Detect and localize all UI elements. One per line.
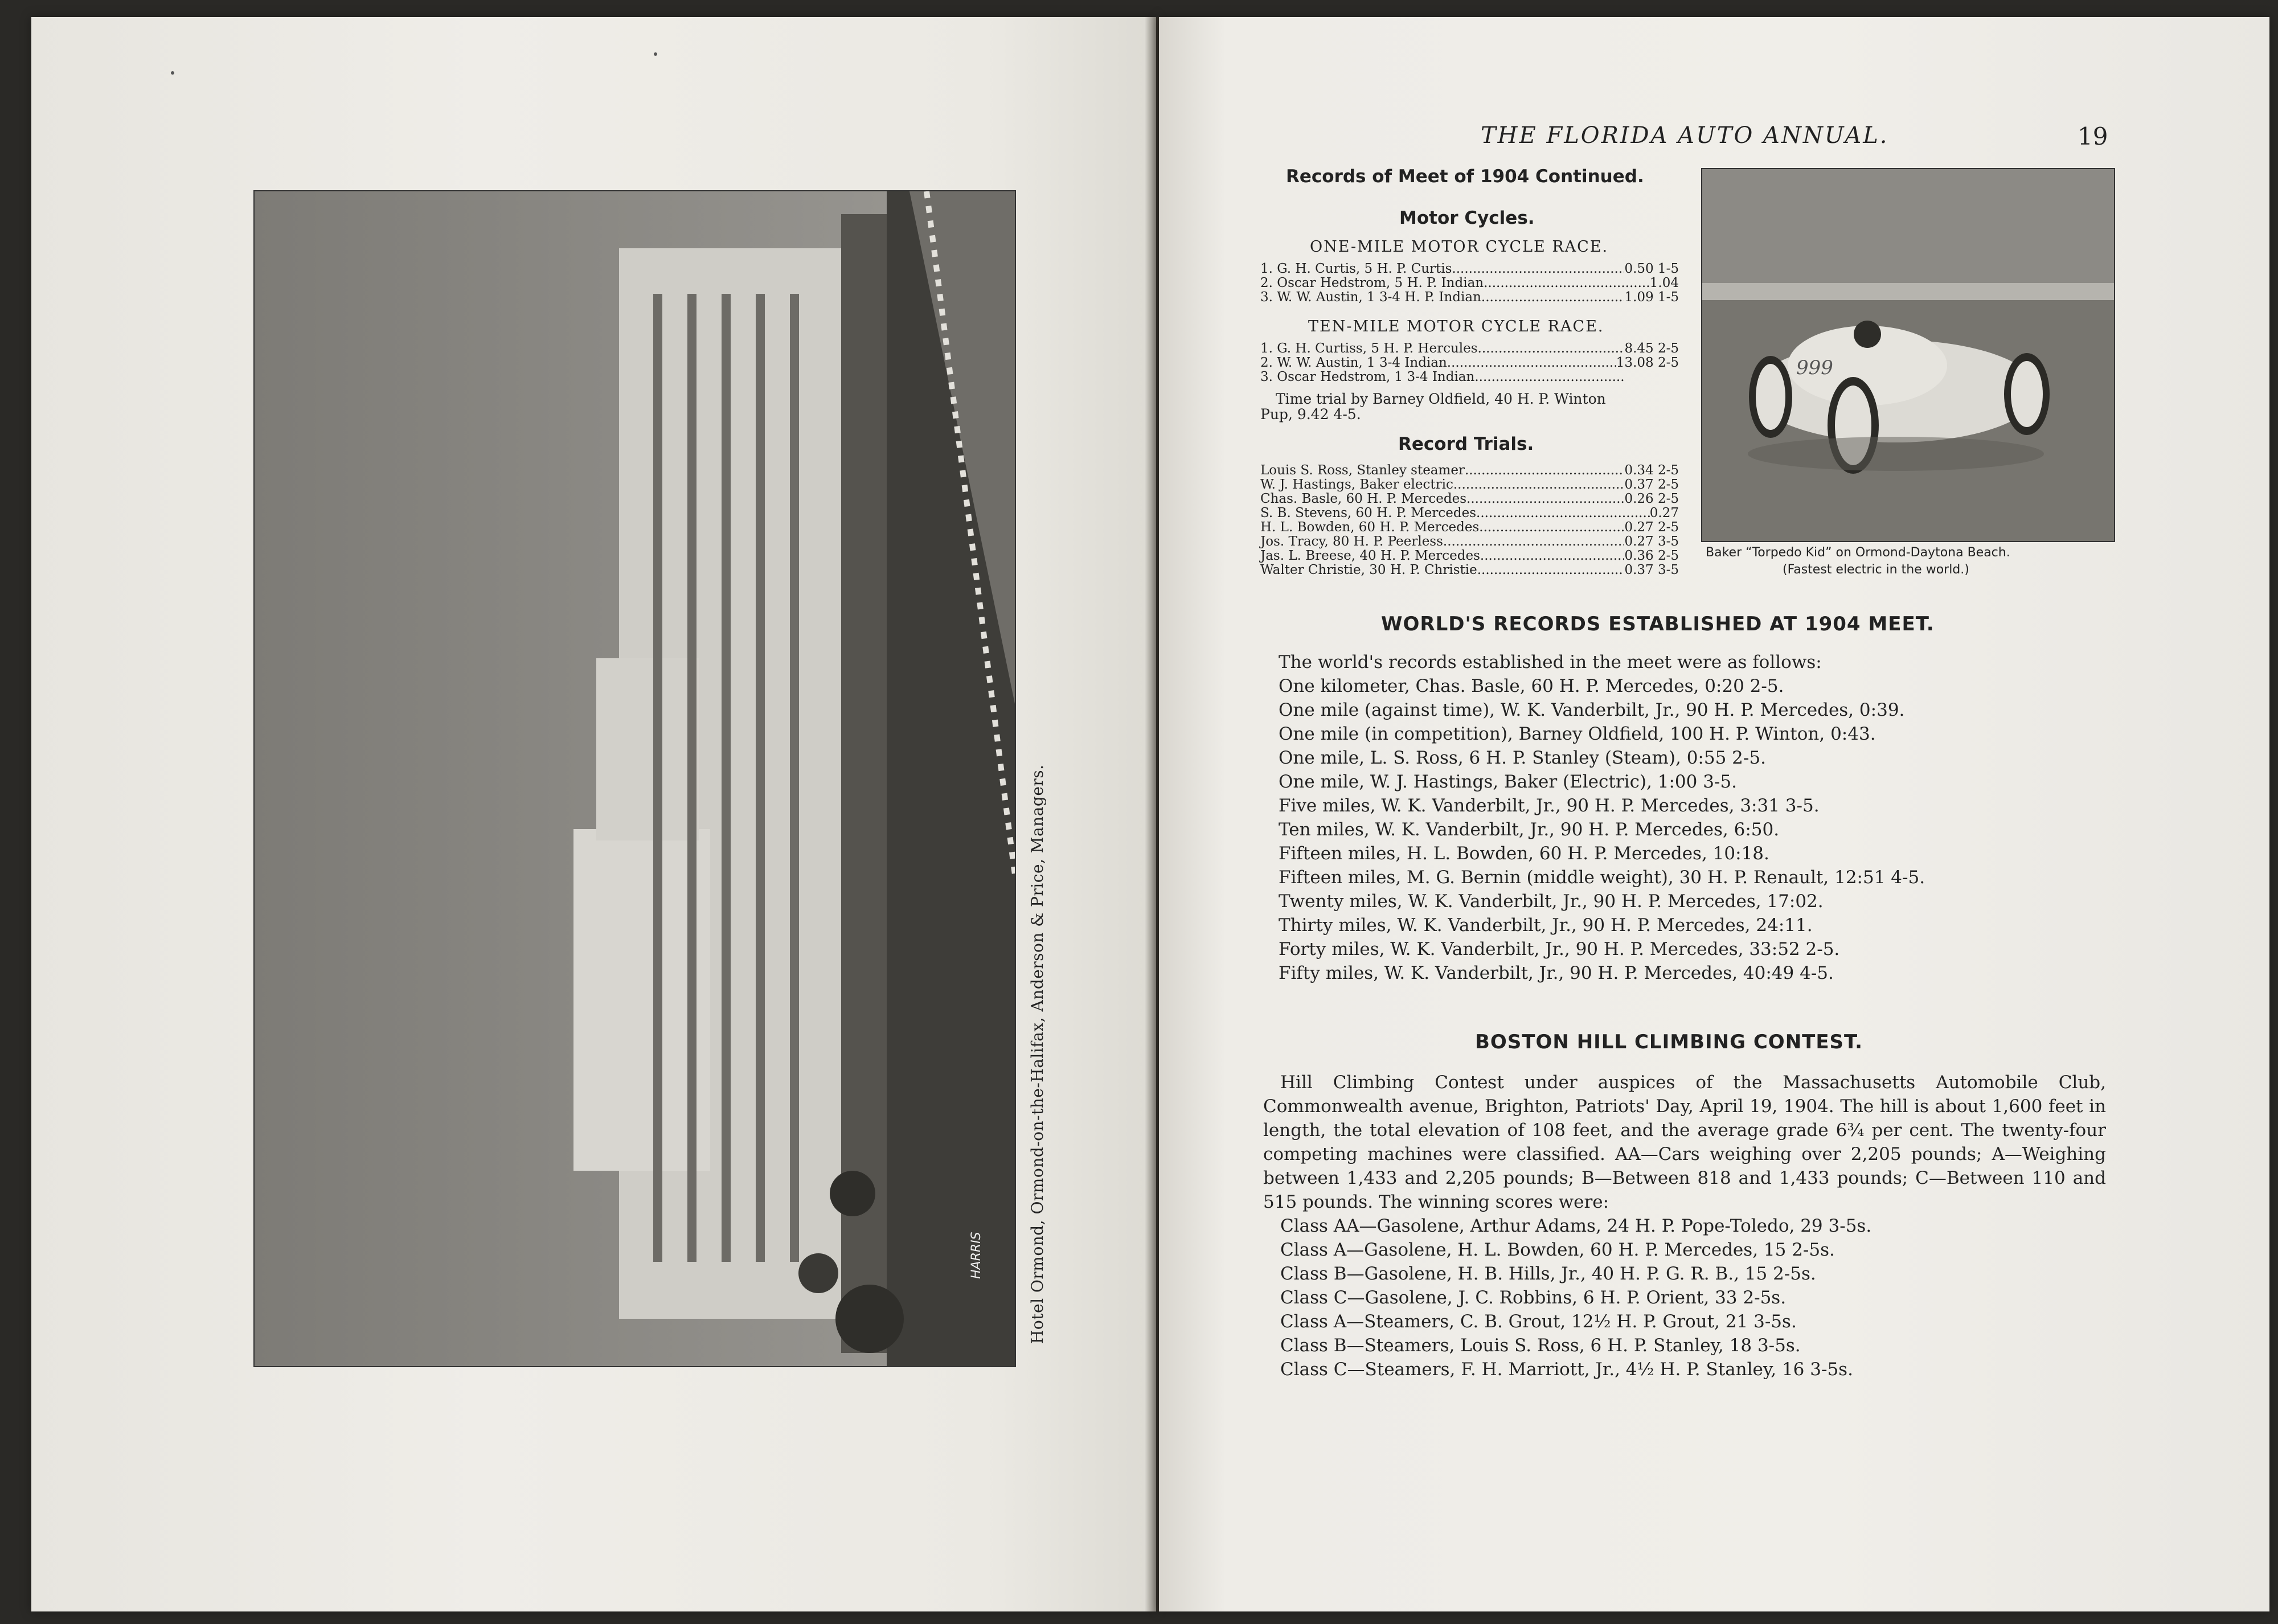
torpedo-kid-photo [1701,168,2115,542]
paper-speck [171,71,174,75]
record-line: Fifteen miles, H. L. Bowden, 60 H. P. Mercedes, 10:18. [1279,843,1769,864]
page-number: 19 [2078,122,2108,150]
time-trial-line-2: Pup, 9.42 4-5. [1260,406,1361,423]
result-row: S. B. Stevens, 60 H. P. Mercedes ..... 0.27 [1260,506,1679,520]
result-row: 3. Oscar Hedstrom, 1 3-4 Indian ..... [1260,370,1625,384]
one-mile-race-heading: ONE-MILE MOTOR CYCLE RACE. [1310,238,1609,256]
ten-mile-race-heading: TEN-MILE MOTOR CYCLE RACE. [1308,318,1604,335]
record-line: Fifty miles, W. K. Vanderbilt, Jr., 90 H. P. Mercedes, 40:49 4-5. [1279,963,1834,983]
worlds-records-list [1279,650,1925,985]
result-row: 3. W. W. Austin, 1 3-4 H. P. Indian ..... 1.09 1-5 [1260,290,1679,305]
record-line: Thirty miles, W. K. Vanderbilt, Jr., 90 H. P. Mercedes, 24:11. [1279,915,1813,936]
record-trials-results [1260,464,1679,577]
result-row: 2. W. W. Austin, 1 3-4 Indian ..... 13.08 2-5 [1260,356,1679,370]
record-line: Five miles, W. K. Vanderbilt, Jr., 90 H. P. Mercedes, 3:31 3-5. [1279,795,1820,816]
hotel-photo-caption: Hotel Ormond, Ormond-on-the-Halifax, Anderson & Price, Managers. [1028,764,1047,1344]
one-mile-results [1260,262,1679,305]
car-number: 999 [1796,356,1833,379]
class-result: Class C—Gasolene, J. C. Robbins, 6 H. P. Orient, 33 2-5s. [1280,1287,1787,1308]
result-row: Chas. Basle, 60 H. P. Mercedes ..... 0.26 2-5 [1260,492,1679,506]
result-row: H. L. Bowden, 60 H. P. Mercedes ..... 0.27 2-5 [1260,520,1679,535]
record-line: One kilometer, Chas. Basle, 60 H. P. Mercedes, 0:20 2-5. [1279,676,1784,696]
motor-cycles-heading: Motor Cycles. [1399,208,1535,228]
hill-classes [1263,1214,2106,1381]
boston-hill-heading: BOSTON HILL CLIMBING CONTEST. [1475,1031,1863,1053]
record-line: One mile, W. J. Hastings, Baker (Electric), 1:00 3-5. [1279,772,1737,792]
result-row: 1. G. H. Curtiss, 5 H. P. Hercules ..... 8.45 2-5 [1260,342,1679,356]
record-line: Twenty miles, W. K. Vanderbilt, Jr., 90 H. P. Mercedes, 17:02. [1279,891,1824,912]
result-row: W. J. Hastings, Baker electric ..... 0.37 2-5 [1260,478,1679,492]
record-line: One mile, L. S. Ross, 6 H. P. Stanley (Steam), 0:55 2-5. [1279,748,1766,768]
photographer-mark: HARRIS [969,1232,984,1279]
class-result: Class B—Steamers, Louis S. Ross, 6 H. P. Stanley, 18 3-5s. [1280,1335,1801,1356]
worlds-records-heading: WORLD'S RECORDS ESTABLISHED AT 1904 MEET. [1381,613,1935,635]
class-result: Class C—Steamers, F. H. Marriott, Jr., 4½ H. P. Stanley, 16 3-5s. [1280,1359,1853,1380]
hotel-ormond-photo [253,190,1016,1367]
record-line: One mile (against time), W. K. Vanderbilt, Jr., 90 H. P. Mercedes, 0:39. [1279,700,1905,720]
boston-hill-paragraph [1263,1071,2106,1381]
record-line: One mile (in competition), Barney Oldfield, 100 H. P. Winton, 0:43. [1279,724,1876,744]
time-trial-line-1: Time trial by Barney Oldfield, 40 H. P. Winton [1276,391,1606,407]
hill-description: Hill Climbing Contest under auspices of the Massachusetts Automobile Club, Commonwealth avenue, Brighton, Patriots' Day, April 19, 1904. The hill is about 1,600 feet in length, the total elevation of 108 feet, and the average grade 6¾ per cent. The twenty-four competing machines were classified. AA—Cars weighing over 2,205 pounds; A—Weighing between 1,433 and 2,205 pounds; B—Between 818 and 1,433 pounds; C—Between 110 and 515 pounds. The winning scores were: [1263,1072,2106,1212]
paper-speck [654,52,657,56]
class-result: Class A—Steamers, C. B. Grout, 12½ H. P. Grout, 21 3-5s. [1280,1311,1797,1332]
class-result: Class AA—Gasolene, Arthur Adams, 24 H. P. Pope-Toledo, 29 3-5s. [1280,1216,1872,1236]
record-line: Fifteen miles, M. G. Bernin (middle weight), 30 H. P. Renault, 12:51 4-5. [1279,867,1925,888]
records-title: Records of Meet of 1904 Continued. [1286,166,1644,187]
ten-mile-results [1260,342,1679,384]
class-result: Class A—Gasolene, H. L. Bowden, 60 H. P. Mercedes, 15 2-5s. [1280,1240,1835,1260]
record-line: Ten miles, W. K. Vanderbilt, Jr., 90 H. P. Mercedes, 6:50. [1279,819,1780,840]
worlds-records-intro: The world's records established in the meet were as follows: [1279,652,1822,672]
result-row: Louis S. Ross, Stanley steamer ..... 0.34 2-5 [1260,464,1679,478]
running-head: THE FLORIDA AUTO ANNUAL. [1481,122,1889,149]
class-result: Class B—Gasolene, H. B. Hills, Jr., 40 H. P. G. R. B., 15 2-5s. [1280,1264,1816,1284]
car-photo-caption-line-1: Baker “Torpedo Kid” on Ormond-Daytona Beach. [1706,546,2010,560]
result-row: 1. G. H. Curtis, 5 H. P. Curtis ..... 0.50 1-5 [1260,262,1679,276]
record-line: Forty miles, W. K. Vanderbilt, Jr., 90 H. P. Mercedes, 33:52 2-5. [1279,939,1840,959]
car-photo-caption-line-2: (Fastest electric in the world.) [1783,563,1969,577]
result-row: Jos. Tracy, 80 H. P. Peerless ..... 0.27 3-5 [1260,535,1679,549]
record-trials-heading: Record Trials. [1398,434,1534,454]
result-row: Walter Christie, 30 H. P. Christie ..... 0.37 3-5 [1260,563,1679,577]
result-row: 2. Oscar Hedstrom, 5 H. P. Indian ..... 1.04 [1260,276,1679,290]
result-row: Jas. L. Breese, 40 H. P. Mercedes ..... 0.36 2-5 [1260,549,1679,563]
